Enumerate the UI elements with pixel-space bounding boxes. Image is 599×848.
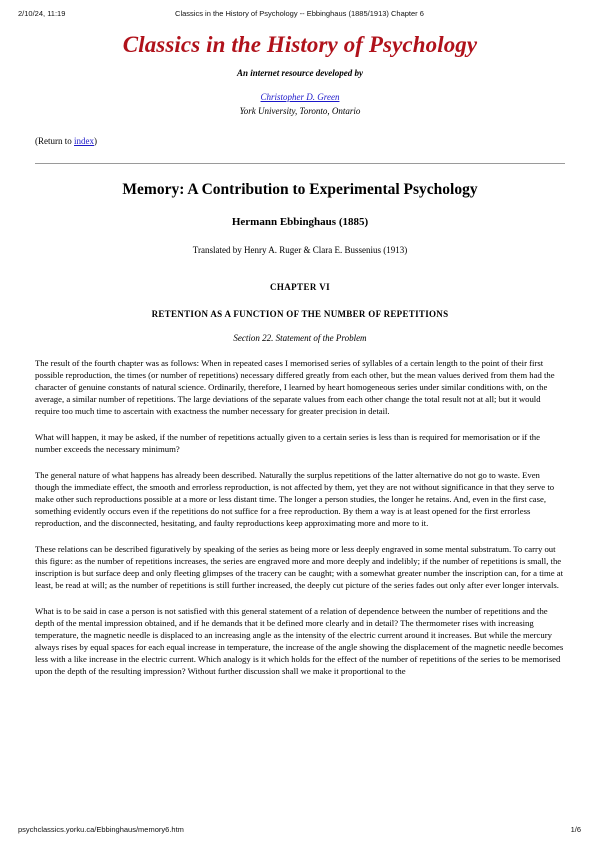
body-paragraph: What is to be said in case a person is not satisfied with this general statement of a relation of dependence between the number of repetitions and the depth of the mental impression obtained, and if he demands that it be defined more clearly and in detail? The thermometer rises with increasing temperature, the magnetic needle is displaced to an increasing angle as the intensity of the electric current around it increases. But while the mercury always rises by equal spaces for each equal increase in temperature, the increase of the angle showing the displacement of the magnetic needle becomes less with a like increase in the electric current. Which analogy is it which holds for the effect of the number of repetitions of the series to be memorised upon the depth of the resulting impression? Without further discussion shall we make it proportional to the: [35, 606, 564, 676]
page-number: 1/6: [570, 825, 581, 834]
book-author: Hermann Ebbinghaus (1885): [231, 216, 369, 228]
body-paragraph: The result of the fourth chapter was as follows: When in repeated cases I memorised series of syllables of a certain length to the point of their first possible reproduction, the times (or number of repetitions) necessary differed greatly from each other, but the mean values derived from them had the character of genuine constants of natural science. Ordinarily, therefore, I learned by heart homogeneous series under similar conditions with, on the average, a similar number of repetitions. The large deviations of the separate values from each other change the total result not at all; but it would require too much time to ascertain with exactness the number necessary for greater precision in detail.: [35, 358, 555, 416]
author-block: [35, 87, 565, 116]
print-footer: [18, 825, 581, 837]
divider: [35, 163, 565, 164]
chapter-number: CHAPTER VI: [269, 282, 331, 292]
site-tagline: An internet resource developed by: [237, 68, 363, 78]
book-title: Memory: A Contribution to Experimental Psychology: [122, 181, 478, 198]
site-title: Classics in the History of Psychology: [122, 32, 478, 57]
translator-line: Translated by Henry A. Ruger & Clara E. Bussenius (1913): [192, 245, 408, 255]
page-content: [35, 32, 565, 677]
chapter-title: RETENTION AS A FUNCTION OF THE NUMBER OF REPETITIONS: [151, 309, 449, 319]
print-datetime: 2/10/24, 11:19: [18, 9, 66, 18]
body-paragraph: These relations can be described figuratively by speaking of the series as being more or less deeply engraved in some mental substratum. To carry out this figure: as the number of repetitions increases, the series are engraved more and more deeply and indelibly; if the number of repetitions is small, the inscription is but surface deep and only fleeting glimpses of the tracery can be caught; with a somewhat greater number the inscription can, for a time at least, be read at will; as the number of repetitions is still further increased, the deeply cut picture of the series fades out only after ever longer intervals.: [35, 544, 564, 590]
return-suffix: ): [94, 136, 97, 146]
section-heading: Section 22. Statement of the Problem: [233, 333, 367, 343]
author-link[interactable]: Christopher D. Green: [260, 92, 340, 102]
return-prefix: (Return to: [35, 136, 74, 146]
return-line: [35, 136, 565, 146]
print-page-title: Classics in the History of Psychology -- Ebbinghaus (1885/1913) Chapter 6: [175, 9, 424, 18]
print-header: [18, 9, 581, 21]
index-link[interactable]: index: [74, 136, 94, 146]
print-url: psychclassics.yorku.ca/Ebbinghaus/memory6.htm: [18, 825, 184, 834]
affiliation: York University, Toronto, Ontario: [239, 106, 361, 116]
body-paragraph: The general nature of what happens has already been described. Naturally the surplus repetitions of the latter alternative do not go to waste. Even though the immediate effect, the smooth and errorless reproduction, is not affected by them, yet they are not without significance in that they serve to make other such reproductions possible at a more or less distant time. The longer a person studies, the longer he retains. And, even in the first case, something evidently occurs even if the repetitions do not suffice for a free reproduction. By them a way is at least opened for the first errorless reproduction, and the disconnected, hesitating, and faulty reproductions keep approximating more and more to it.: [35, 470, 555, 528]
body-paragraph: What will happen, it may be asked, if the number of repetitions actually given to a certain series is less than is required for memorisation or if the number exceeds the necessary minimum?: [35, 432, 540, 454]
